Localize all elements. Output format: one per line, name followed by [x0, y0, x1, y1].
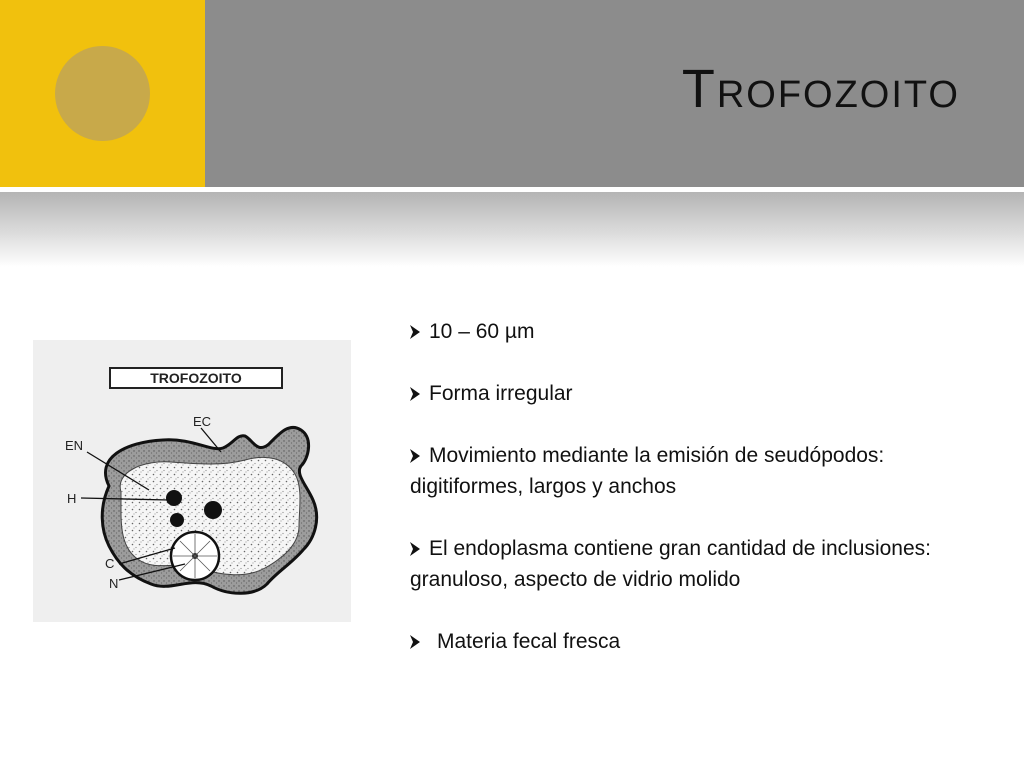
arrowhead-bullet-icon — [410, 449, 420, 463]
arrowhead-bullet-icon — [410, 635, 420, 649]
slide-title: Trofozoito — [681, 59, 960, 119]
decorative-circle — [55, 46, 150, 141]
bullet-item-shape — [410, 378, 990, 409]
bullet-text: El endoplasma contiene gran cantidad de inclusiones: granuloso, aspecto de vidrio molido — [410, 537, 932, 591]
bullet-text: Movimiento mediante la emisión de seudópodos: digitiformes, largos y anchos — [410, 444, 885, 498]
bullet-list — [410, 316, 990, 657]
label-c: C — [105, 556, 115, 571]
trophozoite-diagram — [33, 340, 351, 622]
bullet-text: Materia fecal fresca — [437, 630, 621, 653]
label-en: EN — [65, 438, 84, 453]
inclusion-1 — [166, 490, 182, 506]
bullet-item-movement — [410, 440, 990, 502]
label-ec: EC — [193, 414, 212, 429]
arrowhead-bullet-icon — [410, 542, 420, 556]
bullet-text: Forma irregular — [429, 382, 573, 405]
arrowhead-bullet-icon — [410, 325, 420, 339]
label-n: N — [109, 576, 119, 591]
arrowhead-bullet-icon — [410, 387, 420, 401]
label-h: H — [67, 491, 77, 506]
inclusion-2 — [204, 501, 222, 519]
corner-accent-block — [0, 0, 205, 187]
trophozoite-illustration — [33, 340, 351, 622]
label-box-text: TROFOZOITO — [150, 370, 242, 386]
bullet-item-sample — [410, 626, 990, 657]
bullet-item-size — [410, 316, 990, 347]
bullet-item-endoplasm — [410, 533, 990, 595]
bullet-text: 10 – 60 µm — [429, 320, 535, 343]
inclusion-3 — [170, 513, 184, 527]
gradient-band — [0, 192, 1024, 267]
